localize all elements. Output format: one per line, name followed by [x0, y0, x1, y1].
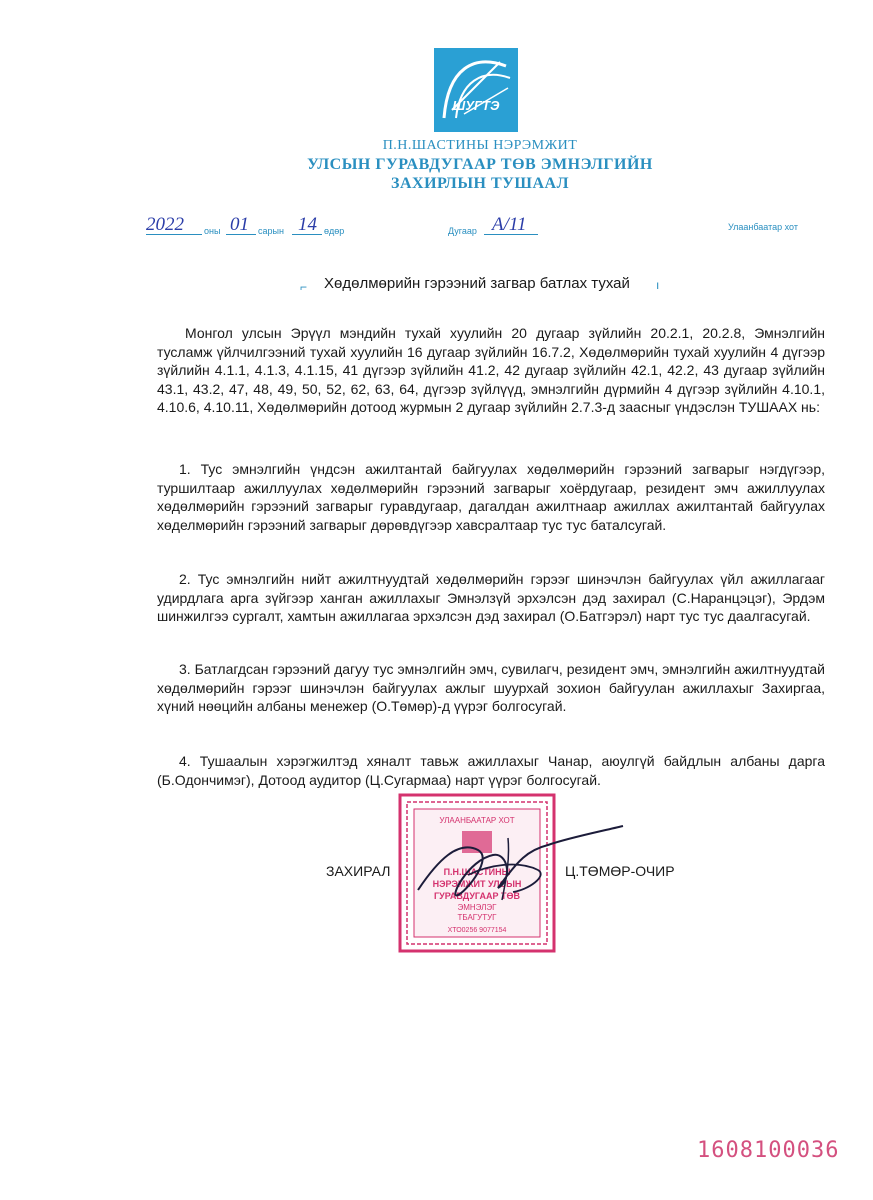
- svg-text:НЭРЭМЖИТ УЛСЫН: НЭРЭМЖИТ УЛСЫН: [432, 879, 522, 889]
- date-line: [146, 214, 816, 240]
- signatory-title: ЗАХИРАЛ: [326, 863, 391, 879]
- number-label: Дугаар: [448, 226, 477, 236]
- svg-text:ХТО0256 9077154: ХТО0256 9077154: [447, 927, 507, 934]
- svg-text:ЭМНЭЛЭГ: ЭМНЭЛЭГ: [457, 903, 497, 912]
- org-name-line1: П.Н.ШАСТИНЫ НЭРЭМЖИТ: [382, 138, 578, 153]
- order-item-4: 4. Тушаалын хэрэгжилтэд хяналт тавьж ажиллахыг Чанар, аюулгүй байдлын албаны дарга (Б.Одончимэг), Дотоод аудитор (Ц.Сугармаа) нарт үүрэг болгосугай.: [157, 753, 825, 788]
- subject-heading: Хөдөлмөрийн гэрээний загвар батлах тухай: [324, 275, 630, 292]
- preamble-paragraph: Монгол улсын Эрүүл мэндийн тухай хуулийн 20 дугаар зүйлийн 20.2.1, 20.2.8, Эмнэлгийн тусламж үйлчилгээний тухай хуулийн 16 дугаар зүйлийн 16.7.2, Хөдөлмөрийн тухай хуулийн 4 дүгээр зүйлийн 4.1.1, 4.1.3, 4.1.15, 41 дүгээр зүйлийн 41.2, 42 дугаар зүйлийн 42.1, 42.2, 43 дугаар зүйлийн 43.1, 43.2, 47, 48, 49, 50, 52, 62, 63, 64, дүгээр зүйлүүд, эмнэлгийн дүрмийн 4 дүгээр зүйлийн 4.10.1, 4.10.6, 4.10.11, Хөдөлмөрийн дотоод журмын 2 дугаар зүйлийн 2.7.3-д заасныг үндэслэн ТУШААХ нь:: [157, 325, 825, 415]
- document-serial-number: 1608100036: [697, 1138, 840, 1163]
- month-label: сарын: [258, 226, 284, 236]
- document-type: ЗАХИРЛЫН ТУШААЛ: [391, 175, 569, 192]
- subject-corner-mark-right: ı: [656, 278, 660, 292]
- hospital-logo: [434, 48, 518, 132]
- signatory-name: Ц.ТӨМӨР-ОЧИР: [565, 863, 675, 879]
- year-label: оны: [204, 226, 221, 236]
- city: Улаанбаатар хот: [728, 222, 798, 232]
- org-name-line2: УЛСЫН ГУРАВДУГААР ТӨВ ЭМНЭЛГИЙН: [307, 156, 653, 173]
- svg-text:ГУРАВДУГААР ТӨВ: ГУРАВДУГААР ТӨВ: [434, 891, 520, 901]
- order-item-2: 2. Тус эмнэлгийн нийт ажилтнуудтай хөдөлмөрийн гэрээг шинэчлэн байгуулах үйл ажиллагааг удирдлага арга зүйгээр ханган ажиллахыг Эмнэлзүй эрхэлсэн дэд захирал (С.Наранцэцэг), Эрдэм шинжилгээ сургалт, хамтын ажиллагаа эрхэлсэн дэд захирал (О.Батгэрэл) нарт тус тус даалгасугай.: [157, 571, 825, 624]
- logo-text: ШУГТЭ: [452, 98, 500, 113]
- svg-text:П.Н.ШАСТИНЫ: П.Н.ШАСТИНЫ: [443, 867, 511, 877]
- order-number: А/11: [492, 214, 527, 235]
- day-label: өдөр: [324, 226, 345, 236]
- svg-text:ТБАГУТУГ: ТБАГУТУГ: [457, 913, 497, 922]
- date-day: 14: [298, 214, 317, 235]
- subject-corner-mark-left: ⌐: [300, 280, 308, 294]
- order-item-1: 1. Тус эмнэлгийн үндсэн ажилтантай байгуулах хөдөлмөрийн гэрээний загварыг нэгдүгээр, туршилтаар ажиллуулах хөдөлмөрийн гэрээний загварыг хоёрдугаар, резидент эмч ажиллуулах хөдөлмөрийн гэрээний загварыг гуравдугаар, дагалдан ажилтнаар ажиллах ажилтантай байгуулах хөделмөрийн гэрээний загварыг дөрөвдүгээр хавсралтаар тус тус баталсугай.: [157, 461, 825, 533]
- svg-text:УЛААНБААТАР ХОТ: УЛААНБААТАР ХОТ: [439, 816, 515, 825]
- date-year: 2022: [146, 214, 184, 235]
- date-month: 01: [230, 214, 249, 235]
- order-item-3: 3. Батлагдсан гэрээний дагуу тус эмнэлгийн эмч, сувилагч, резидент эмч, эмнэлгийн ажилтнуудтай хөдөлмөрийн гэрээг шинэчлэн байгуулах ажлыг шуурхай зохион байгуулан ажиллахыг Захиргаа, хүний нөөцийн албаны менежер (О.Төмөр)-д үүрэг болгосугай.: [157, 661, 825, 714]
